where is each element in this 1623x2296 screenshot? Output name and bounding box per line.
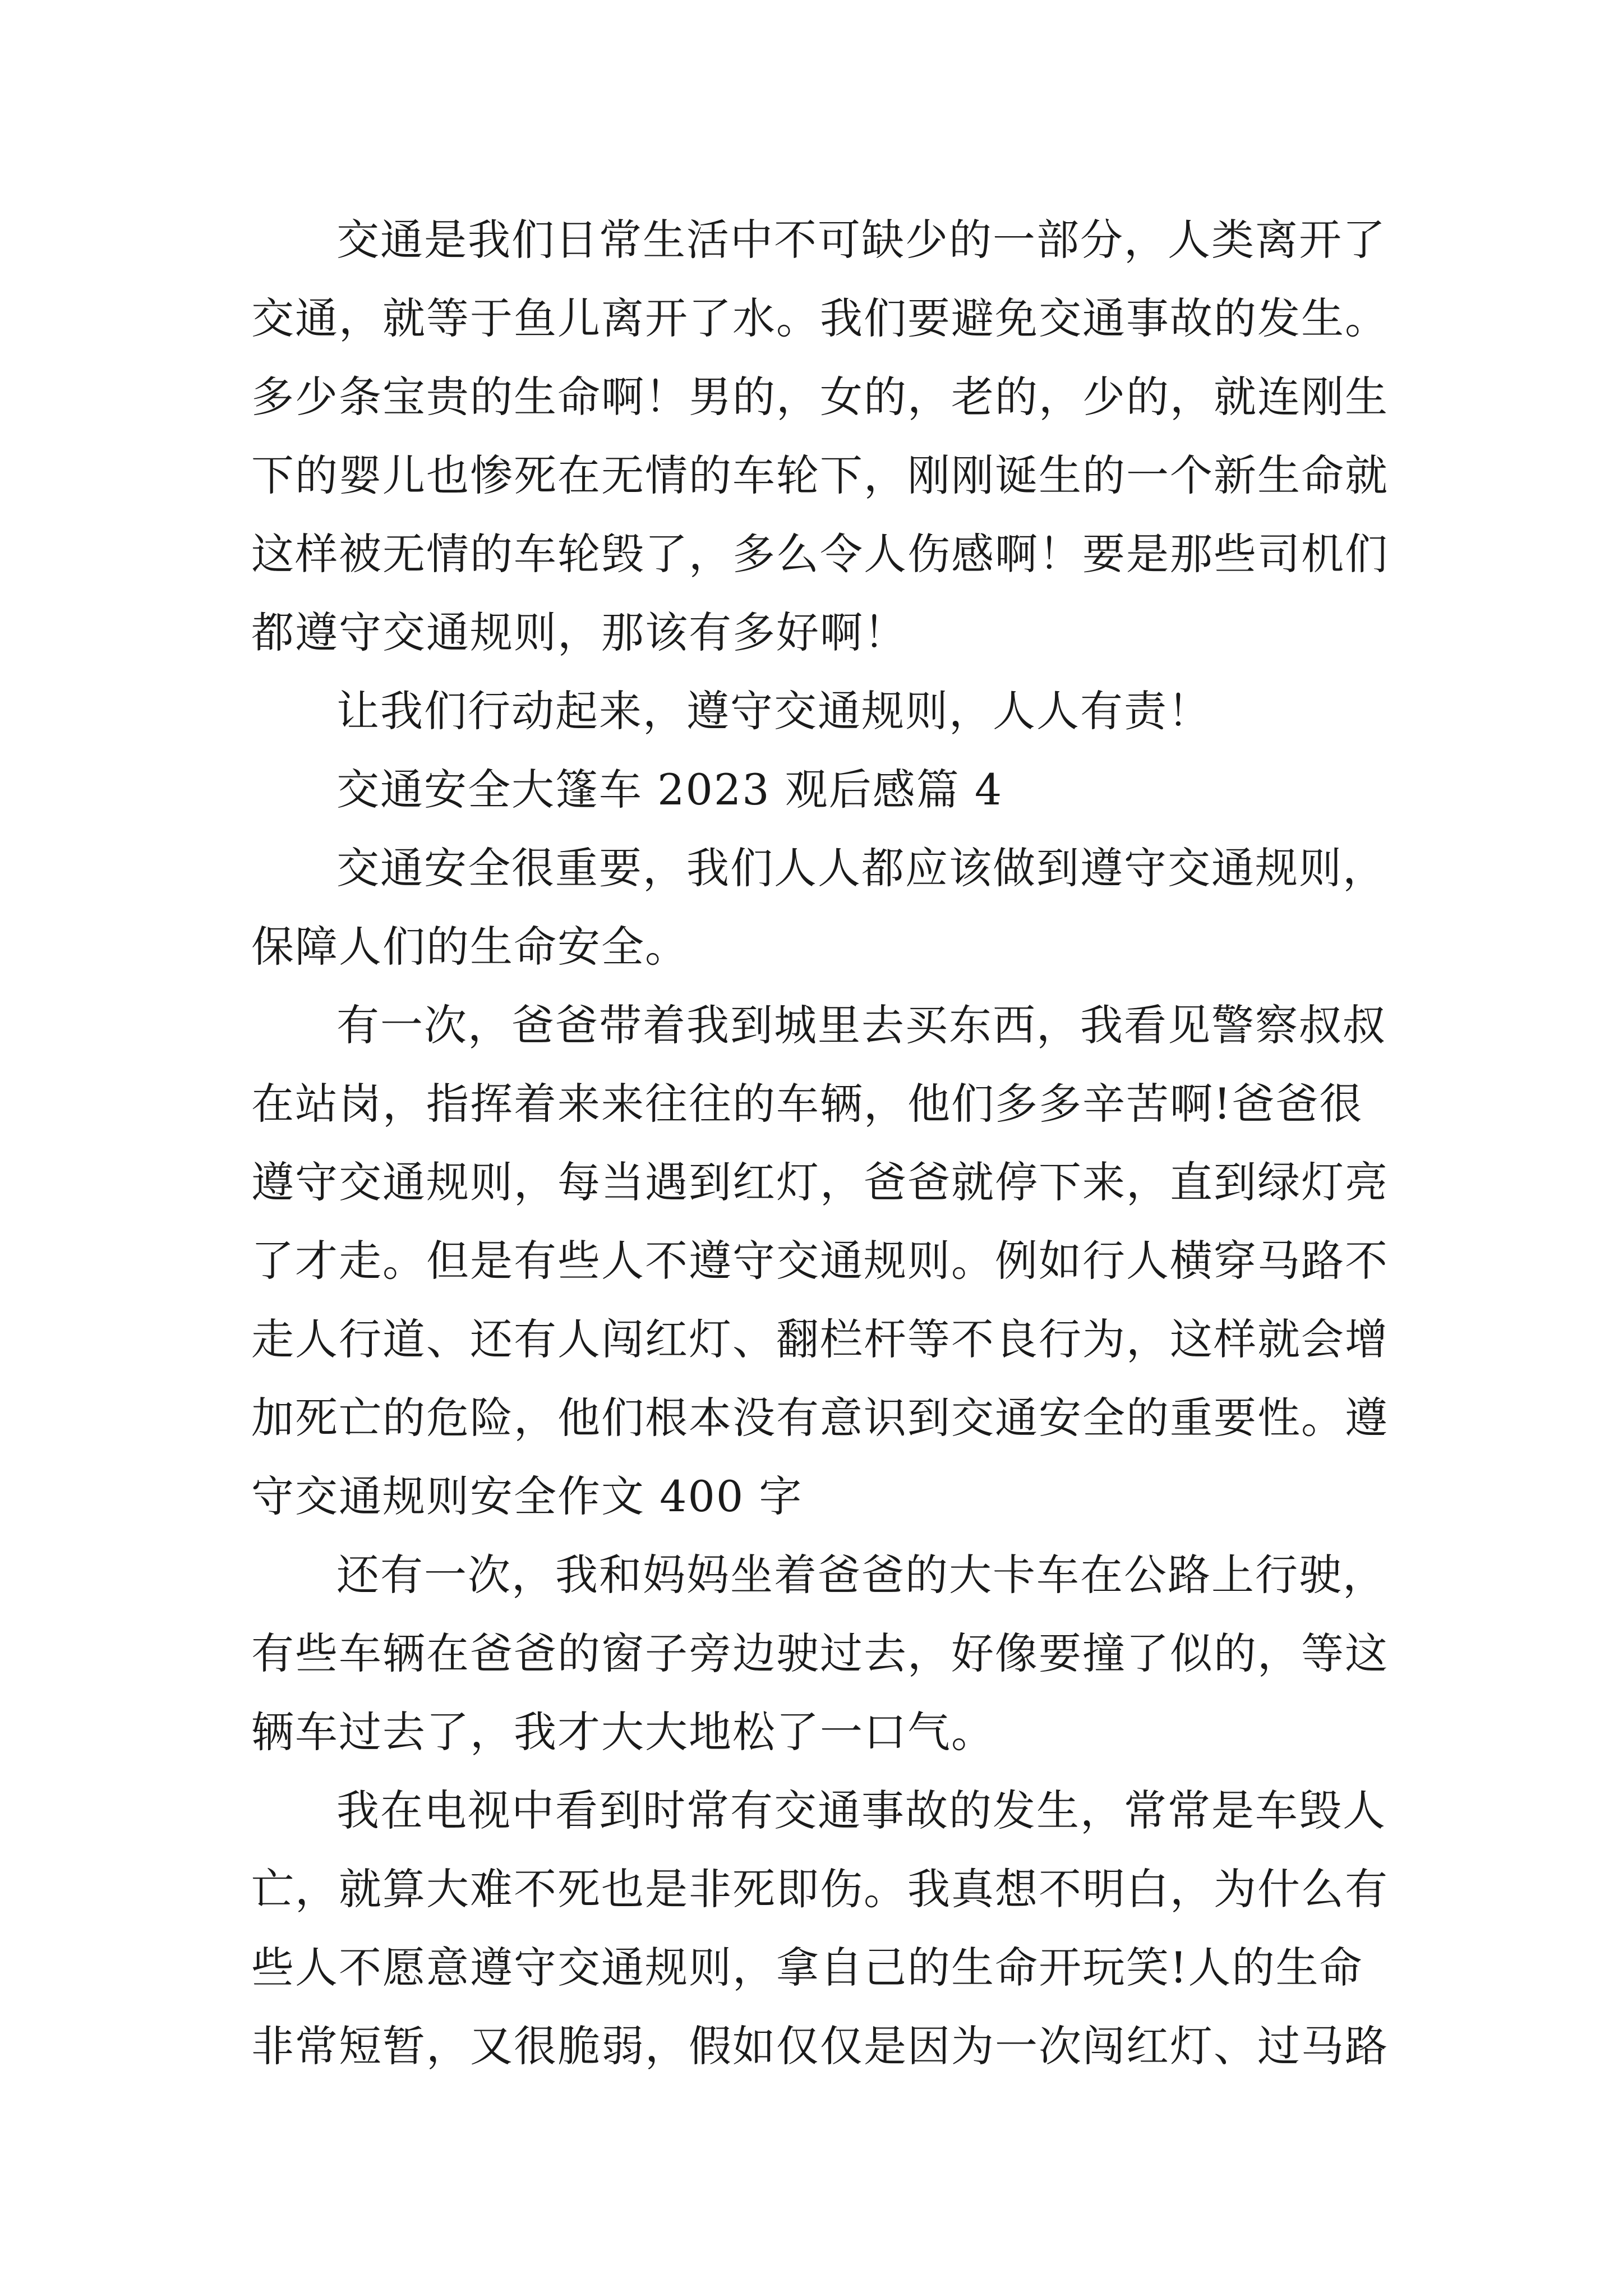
- text-line: 交通，就等于鱼儿离开了水。我们要避免交通事故的发生。: [251, 293, 1389, 343]
- text-line: 多少条宝贵的生命啊！男的，女的，老的，少的，就连刚生: [251, 372, 1389, 422]
- text-line: 让我们行动起来，遵守交通规则，人人有责！: [336, 686, 1211, 736]
- text-line: 亡，就算大难不死也是非死即伤。我真想不明白，为什么有: [251, 1864, 1389, 1914]
- text-line: 有些车辆在爸爸的窗子旁边驶过去，好像要撞了似的，等这: [251, 1628, 1389, 1678]
- text-line: 辆车过去了，我才大大地松了一口气。: [251, 1707, 995, 1757]
- text-line: 守交通规则安全作文 400 字: [251, 1471, 803, 1521]
- text-line: 保障人们的生命安全。: [251, 922, 689, 972]
- text-line: 走人行道、还有人闯红灯、翻栏杆等不良行为，这样就会增: [251, 1314, 1389, 1364]
- text-line: 加死亡的危险，他们根本没有意识到交通安全的重要性。遵: [251, 1393, 1389, 1443]
- text-line: 非常短暂，又很脆弱，假如仅仅是因为一次闯红灯、过马路: [251, 2021, 1389, 2071]
- text-line: 有一次，爸爸带着我到城里去买东西，我看见警察叔叔: [336, 1000, 1386, 1050]
- text-line: 还有一次，我和妈妈坐着爸爸的大卡车在公路上行驶，: [336, 1550, 1386, 1600]
- text-line: 下的婴儿也惨死在无情的车轮下，刚刚诞生的一个新生命就: [251, 450, 1389, 500]
- text-line: 遵守交通规则，每当遇到红灯，爸爸就停下来，直到绿灯亮: [251, 1157, 1389, 1207]
- text-line: 交通安全很重要，我们人人都应该做到遵守交通规则，: [336, 843, 1386, 893]
- text-line: 我在电视中看到时常有交通事故的发生，常常是车毁人: [336, 1786, 1386, 1835]
- text-line: 这样被无情的车轮毁了，多么令人伤感啊！要是那些司机们: [251, 529, 1389, 579]
- text-line: 交通是我们日常生活中不可缺少的一部分，人类离开了: [336, 215, 1386, 265]
- text-line: 了才走。但是有些人不遵守交通规则。例如行人横穿马路不: [251, 1236, 1389, 1286]
- text-line: 些人不愿意遵守交通规则，拿自己的生命开玩笑!人的生命: [251, 1943, 1363, 1993]
- section-heading: 交通安全大篷车 2023 观后感篇 4: [336, 765, 1003, 815]
- text-line: 都遵守交通规则，那该有多好啊！: [251, 608, 907, 657]
- text-line: 在站岗，指挥着来来往往的车辆，他们多多辛苦啊!爸爸很: [251, 1079, 1363, 1129]
